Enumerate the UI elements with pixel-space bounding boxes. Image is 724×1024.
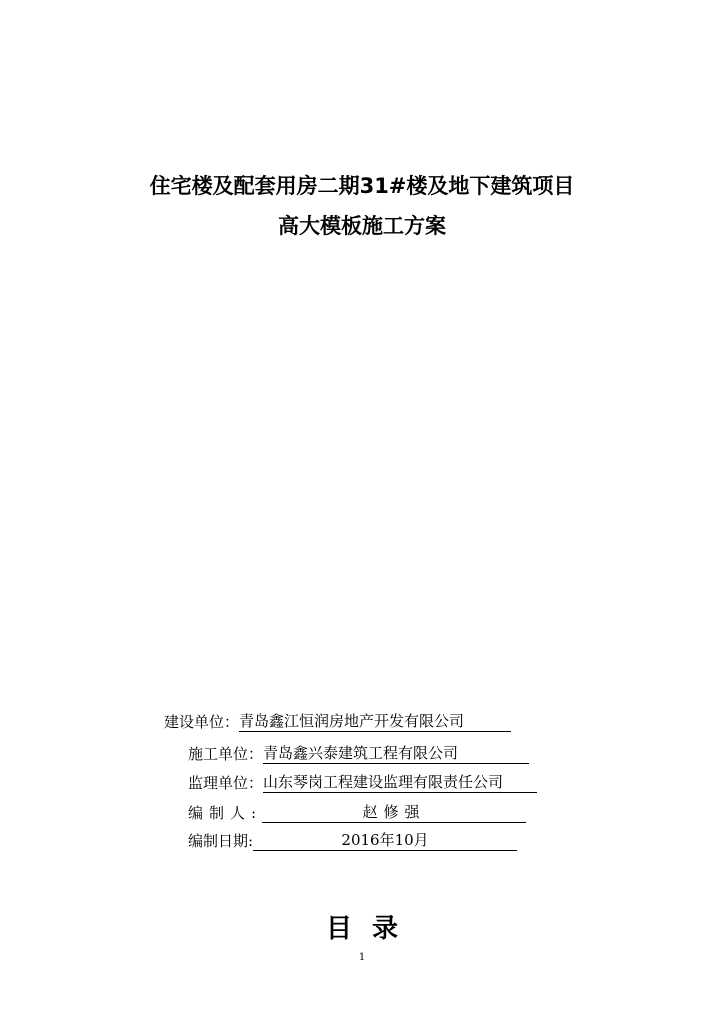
contractor-label: 施工单位：: [188, 745, 264, 763]
document-title-line-1: 住宅楼及配套用房二期31#楼及地下建筑项目: [149, 174, 575, 198]
supervisor-label: 监理单位：: [188, 774, 264, 792]
toc-heading: 目录: [325, 914, 418, 944]
contractor-row: [188, 742, 529, 764]
date-value: 2016年10月: [253, 831, 517, 851]
date-label: 编制日期:: [188, 832, 254, 850]
construction-owner-label: 建设单位：: [164, 713, 240, 731]
document-title-line-2: 高大模板施工方案: [278, 214, 446, 238]
supervisor-value: 山东琴岗工程建设监理有限责任公司: [263, 773, 537, 793]
contractor-value: 青岛鑫兴泰建筑工程有限公司: [263, 744, 529, 764]
author-label: 编制人:: [188, 804, 263, 822]
author-row: [188, 801, 526, 823]
construction-owner-value: 青岛鑫江恒润房地产开发有限公司: [239, 712, 511, 732]
construction-owner-row: [164, 710, 511, 732]
page-number: 1: [358, 952, 366, 963]
date-row: [188, 829, 517, 851]
author-value: 赵修强: [262, 803, 526, 823]
supervisor-row: [188, 771, 537, 793]
